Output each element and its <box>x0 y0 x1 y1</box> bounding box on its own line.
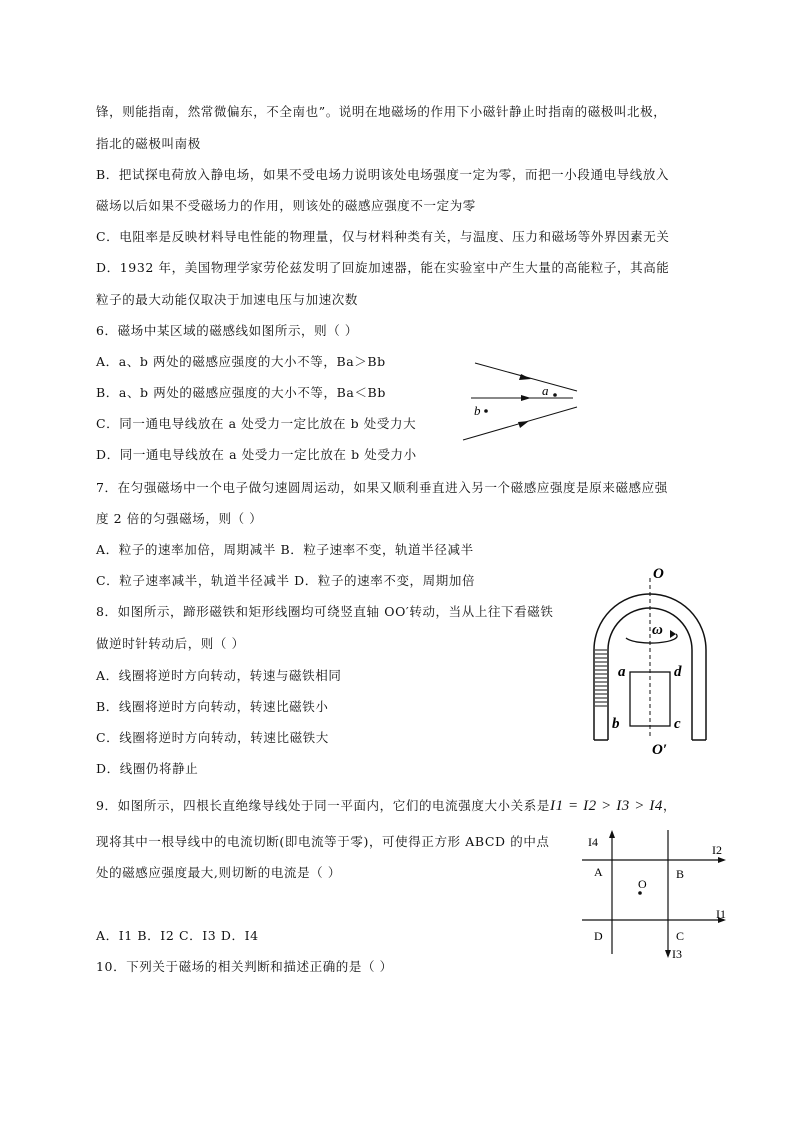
q5-option-b-line-2: 磁场以后如果不受磁场力的作用，则该处的磁感应强度不一定为零 <box>96 198 476 213</box>
q8-stem-line-2: 做逆时针转动后，则（ ） <box>96 636 245 651</box>
q8-option-c: C．线圈将逆时方向转动，转速比磁铁大 <box>96 730 329 745</box>
q6-label-b: b <box>474 403 481 418</box>
q5-option-b-line-1: B．把试探电荷放入静电场，如果不受电场力说明该处电场强度一定为零，而把一小段通电导线放入 <box>96 167 670 182</box>
q9-label-I1: I1 <box>716 907 726 921</box>
q9-four-wires-figure <box>578 826 730 964</box>
q8-label-c: c <box>674 716 681 732</box>
q8-label-O-prime: O′ <box>652 742 668 758</box>
q6-stem: 6．磁场中某区域的磁感线如图所示，则（ ） <box>96 323 359 338</box>
q8-label-b: b <box>612 716 620 732</box>
q9-label-O: O <box>638 877 647 891</box>
q8-horseshoe-magnet-figure <box>586 562 710 758</box>
q9-stem-tail: ， <box>663 798 677 813</box>
q9-current-relation: I1 = I2 > I3 > I4 <box>549 798 664 814</box>
q8-stem-line-1: 8．如图所示，蹄形磁铁和矩形线圈均可绕竖直轴 OO′转动，当从上往下看磁铁 <box>96 604 554 619</box>
q6-option-d: D．同一通电导线放在 a 处受力一定比放在 b 处受力小 <box>96 447 417 462</box>
q8-option-a: A．线圈将逆时方向转动，转速与磁铁相同 <box>96 668 342 683</box>
q9-label-D: D <box>594 929 603 943</box>
q9-stem-line-3: 处的磁感应强度最大,则切断的电流是（ ） <box>96 865 341 880</box>
q6-option-c: C．同一通电导线放在 a 处受力一定比放在 b 处受力大 <box>96 416 417 431</box>
q9-stem-line-2: 现将其中一根导线中的电流切断(即电流等于零)，可使得正方形 ABCD 的中点 <box>96 834 550 849</box>
q9-label-I4: I4 <box>588 835 598 849</box>
q9-label-I2: I2 <box>712 843 722 857</box>
q7-stem-line-1: 7．在匀强磁场中一个电子做匀速圆周运动，如果又顺利垂直进入另一个磁感应强度是原来磁感应强 <box>96 480 668 495</box>
q10-stem: 10．下列关于磁场的相关判断和描述正确的是（ ） <box>96 959 393 974</box>
q8-label-O: O <box>653 566 664 582</box>
q9-label-I3: I3 <box>672 947 682 961</box>
q9-options: A．I1 B．I2 C．I3 D．I4 <box>96 928 259 943</box>
q8-option-d: D．线圈仍将静止 <box>96 761 199 776</box>
q9-stem-line-1 <box>96 796 676 815</box>
q5-option-a-continuation-2: 指北的磁极叫南极 <box>96 136 201 151</box>
q6-label-a: a <box>542 383 549 398</box>
q6-field-lines-figure <box>455 355 590 450</box>
q7-stem-line-2: 度 2 倍的匀强磁场，则（ ） <box>96 511 263 526</box>
q5-option-c: C．电阻率是反映材料导电性能的物理量，仅与材料种类有关，与温度、压力和磁场等外界因素无关 <box>96 229 670 244</box>
q8-label-d: d <box>674 664 682 680</box>
q6-option-a: A．a、b 两处的磁感应强度的大小不等，Ba＞Bb <box>96 354 386 369</box>
q9-label-B: B <box>676 867 685 881</box>
q8-label-omega: ω <box>652 622 663 638</box>
q7-options-ab: A．粒子的速率加倍，周期减半 B．粒子速率不变，轨道半径减半 <box>96 542 474 557</box>
q9-stem-text: 9．如图所示，四根长直绝缘导线处于同一平面内，它们的电流强度大小关系是 <box>96 798 550 813</box>
q5-option-d-line-2: 粒子的最大动能仅取决于加速电压与加速次数 <box>96 292 359 307</box>
q5-option-a-continuation-1: 锋，则能指南，然常微偏东，不全南也”。说明在地磁场的作用下小磁针静止时指南的磁极叫北极， <box>96 104 667 119</box>
q8-option-b: B．线圈将逆时方向转动，转速比磁铁小 <box>96 699 329 714</box>
q6-option-b: B．a、b 两处的磁感应强度的大小不等，Ba＜Bb <box>96 385 386 400</box>
q5-option-d-line-1: D．1932 年，美国物理学家劳伦兹发明了回旋加速器，能在实验室中产生大量的高能粒子，其高能 <box>96 260 670 275</box>
q8-label-a: a <box>618 664 626 680</box>
q7-options-cd: C．粒子速率减半，轨道半径减半 D．粒子的速率不变，周期加倍 <box>96 573 476 588</box>
q9-label-A: A <box>594 865 603 879</box>
q9-label-C: C <box>676 929 685 943</box>
